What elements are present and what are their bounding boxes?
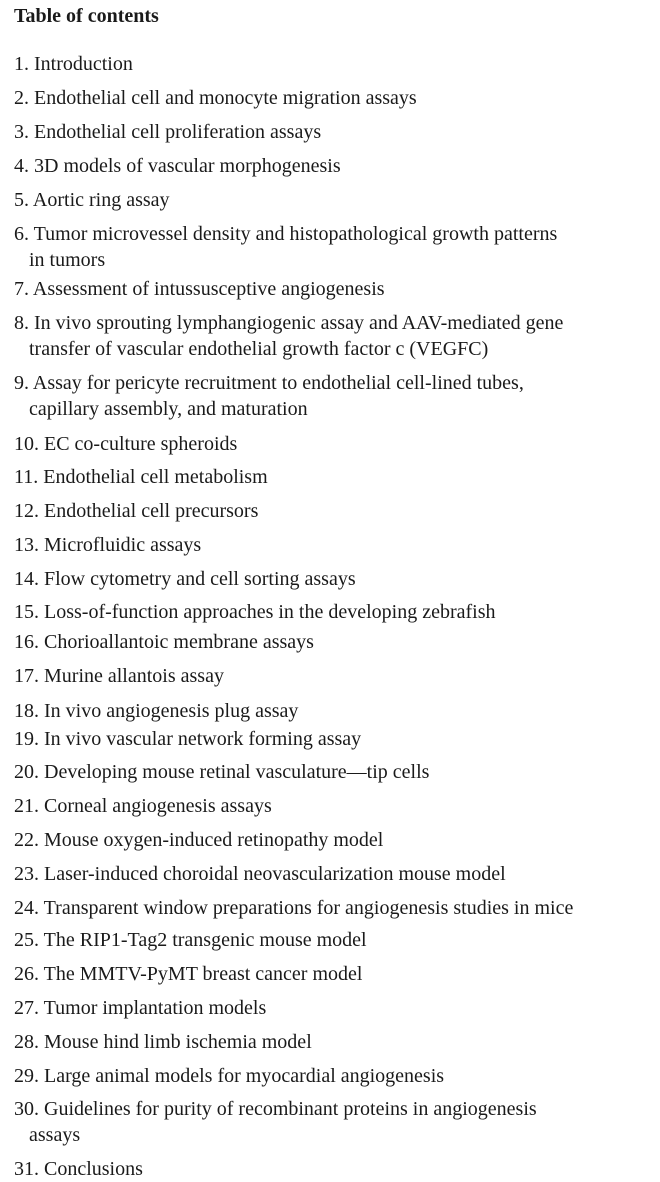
toc-entry-number: 12. <box>14 500 39 522</box>
toc-entry-text: Murine allantois assay <box>44 665 224 687</box>
toc-entry-text: Endothelial cell metabolism <box>43 466 268 488</box>
toc-entry-text: Endothelial cell proliferation assays <box>34 121 322 143</box>
toc-entry-text: capillary assembly, and maturation <box>29 398 308 420</box>
toc-entry-text: transfer of vascular endothelial growth factor c (VEGFC) <box>29 338 489 360</box>
toc-entry <box>14 188 170 212</box>
toc-entry-number: 22. <box>14 829 39 851</box>
toc-entry-number: 23. <box>14 863 39 885</box>
toc-entry <box>14 928 367 952</box>
toc-entry-text: Chorioallantoic membrane assays <box>44 631 314 653</box>
toc-entry-number: 25. <box>14 929 39 951</box>
toc-entry-text: Endothelial cell and monocyte migration assays <box>34 87 417 109</box>
toc-entry-text: In vivo vascular network forming assay <box>44 728 362 750</box>
toc-entry <box>14 499 258 523</box>
toc-entry <box>14 1097 537 1121</box>
toc-entry <box>14 311 563 335</box>
toc-entry <box>14 432 237 456</box>
toc-entry-continuation <box>29 337 488 361</box>
toc-entry-text: Mouse oxygen-induced retinopathy model <box>44 829 384 851</box>
toc-entry-number: 3. <box>14 121 29 143</box>
toc-entry-number: 4. <box>14 155 29 177</box>
toc-entry-text: Assay for pericyte recruitment to endothelial cell-lined tubes, <box>32 372 524 394</box>
toc-entry-text: assays <box>29 1124 81 1146</box>
toc-entry-text: The RIP1-Tag2 transgenic mouse model <box>43 929 367 951</box>
toc-entry <box>14 465 268 489</box>
toc-entry-number: 8. <box>14 312 29 334</box>
toc-entry-number: 10. <box>14 433 39 455</box>
toc-entry-number: 18. <box>14 700 39 722</box>
toc-entry-text: Flow cytometry and cell sorting assays <box>44 568 356 590</box>
toc-entry-number: 24. <box>14 897 39 919</box>
toc-entry <box>14 277 385 301</box>
toc-entry-text: Microfluidic assays <box>44 534 202 556</box>
toc-entry-number: 28. <box>14 1031 39 1053</box>
toc-entry-text: In vivo sprouting lymphangiogenic assay and AAV-mediated gene <box>34 312 564 334</box>
toc-entry-number: 26. <box>14 963 39 985</box>
toc-entry-number: 11. <box>14 466 39 488</box>
toc-entry-text: Tumor microvessel density and histopathological growth patterns <box>33 223 558 245</box>
toc-entry-text: Aortic ring assay <box>32 189 170 211</box>
toc-entry-text: Mouse hind limb ischemia model <box>44 1031 312 1053</box>
toc-entry <box>14 1064 444 1088</box>
toc-entry-number: 13. <box>14 534 39 556</box>
toc-entry-text: 3D models of vascular morphogenesis <box>34 155 341 177</box>
toc-entry <box>14 760 429 784</box>
toc-entry-number: 1. <box>14 53 29 75</box>
toc-entry-number: 6. <box>14 223 29 245</box>
toc-entry <box>14 699 298 723</box>
toc-entry-number: 31. <box>14 1158 39 1180</box>
toc-entry-text: Conclusions <box>44 1158 143 1180</box>
toc-entry <box>14 371 524 395</box>
toc-entry-text: The MMTV-PyMT breast cancer model <box>43 963 363 985</box>
toc-entry <box>14 664 224 688</box>
toc-entry-number: 30. <box>14 1098 39 1120</box>
toc-entry-number: 21. <box>14 795 39 817</box>
toc-entry <box>14 86 417 110</box>
toc-entry-text: Large animal models for myocardial angiogenesis <box>44 1065 445 1087</box>
toc-entry-number: 2. <box>14 87 29 109</box>
toc-entry-number: 27. <box>14 997 39 1019</box>
toc-entry-text: in tumors <box>29 249 106 271</box>
toc-entry-text: In vivo angiogenesis plug assay <box>44 700 299 722</box>
toc-entry-text: Introduction <box>34 53 133 75</box>
toc-entry <box>14 533 201 557</box>
toc-entry-text: Assessment of intussusceptive angiogenesis <box>32 278 385 300</box>
toc-entry <box>14 828 383 852</box>
toc-entry-text: Corneal angiogenesis assays <box>44 795 272 817</box>
toc-entry <box>14 630 314 654</box>
toc-entry <box>14 600 496 624</box>
toc-entry <box>14 996 266 1020</box>
toc-entry <box>14 52 133 76</box>
toc-entry <box>14 727 361 751</box>
toc-entry-number: 15. <box>14 601 39 623</box>
toc-entry <box>14 962 362 986</box>
toc-entry-text: Loss-of-function approaches in the developing zebrafish <box>44 601 496 623</box>
toc-entry <box>14 862 506 886</box>
toc-entry-number: 14. <box>14 568 39 590</box>
toc-entry-continuation <box>29 397 308 421</box>
toc-entry-continuation <box>29 1123 80 1147</box>
toc-entry <box>14 1157 143 1181</box>
toc-entry-number: 7. <box>14 278 29 300</box>
toc-entry-number: 20. <box>14 761 39 783</box>
toc-entry <box>14 154 341 178</box>
toc-entry <box>14 794 272 818</box>
toc-entry-number: 16. <box>14 631 39 653</box>
toc-entry-number: 5. <box>14 189 29 211</box>
toc-entry-continuation <box>29 248 105 272</box>
toc-entry-number: 17. <box>14 665 39 687</box>
toc-entry-text: Developing mouse retinal vasculature—tip cells <box>44 761 430 783</box>
toc-entry <box>14 567 356 591</box>
toc-entry-text: Guidelines for purity of recombinant proteins in angiogenesis <box>44 1098 537 1120</box>
toc-entry-text: Laser-induced choroidal neovascularization mouse model <box>44 863 506 885</box>
toc-entry-number: 9. <box>14 372 29 394</box>
toc-title: Table of contents <box>14 5 159 27</box>
toc-entry-number: 29. <box>14 1065 39 1087</box>
toc-entry-text: Transparent window preparations for angiogenesis studies in mice <box>43 897 574 919</box>
toc-entry-text: EC co-culture spheroids <box>44 433 238 455</box>
toc-entry <box>14 1030 312 1054</box>
toc-entry <box>14 896 573 920</box>
toc-entry-text: Endothelial cell precursors <box>44 500 259 522</box>
toc-entry <box>14 120 321 144</box>
toc-entry <box>14 222 557 246</box>
toc-entry-text: Tumor implantation models <box>43 997 267 1019</box>
toc-entry-number: 19. <box>14 728 39 750</box>
